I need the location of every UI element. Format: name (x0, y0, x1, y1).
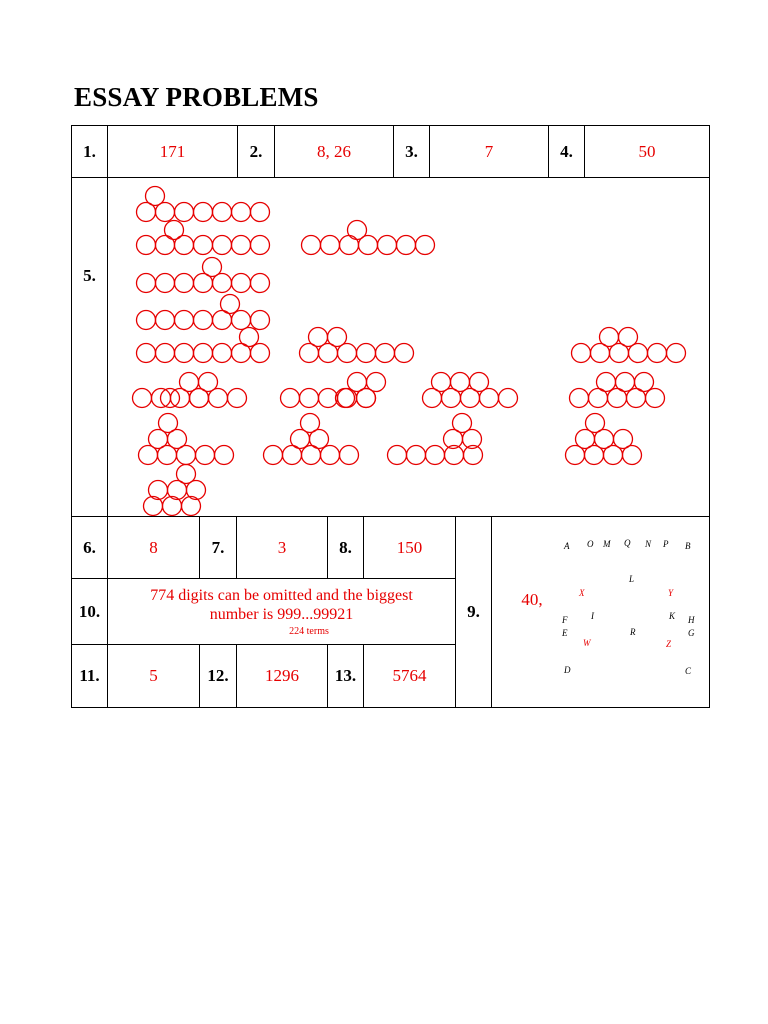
figure-circle (264, 446, 283, 465)
figure-circle (190, 389, 209, 408)
figure-circle (597, 373, 616, 392)
problem-10-number: 10. (78, 601, 101, 621)
figure-circle (137, 274, 156, 293)
figure-circle (407, 446, 426, 465)
figure-circle (336, 389, 355, 408)
problem-10-line-1: 774 digits can be omitted and the biggest (150, 586, 413, 604)
figure-circle (291, 430, 310, 449)
figure-circle (215, 446, 234, 465)
problem-12-number: 12. (207, 666, 229, 685)
figure-circle (194, 311, 213, 330)
figure-letter-r: R (630, 627, 636, 637)
figure-circle (137, 236, 156, 255)
figure-circle (149, 481, 168, 500)
figure-circle (156, 236, 175, 255)
figure-circle (416, 236, 435, 255)
figure-circle (281, 389, 300, 408)
figure-letter-g: G (688, 628, 695, 638)
figure-circle (168, 430, 187, 449)
problem-3-number: 3. (405, 141, 418, 161)
figure-circle (175, 203, 194, 222)
figure-letter-i: I (591, 611, 594, 621)
problem-4-answer: 50 (638, 141, 656, 161)
figure-circle (137, 311, 156, 330)
figure-circle (357, 389, 376, 408)
figure-circle (251, 203, 270, 222)
figure-circle (175, 274, 194, 293)
figure-circle (251, 236, 270, 255)
figure-circle (168, 481, 187, 500)
problem-6-answer: 8 (149, 537, 158, 557)
problem-7-answer: 3 (277, 537, 287, 557)
figure-circle (196, 446, 215, 465)
problem-5-number: 5. (83, 265, 96, 285)
figure-circle (137, 344, 156, 363)
figure-letter-l: L (629, 574, 635, 584)
figure-circle (616, 373, 635, 392)
problem-7-number: 7. (211, 537, 225, 557)
figure-circle (499, 389, 518, 408)
figure-circle (619, 328, 638, 347)
figure-circle (357, 344, 376, 363)
figure-circle (328, 328, 347, 347)
figure-circle (251, 344, 270, 363)
figure-letter-d: D (564, 665, 571, 675)
figure-circle (187, 481, 206, 500)
figure-letter-b: B (685, 541, 691, 551)
problem-3-answer: 7 (484, 141, 494, 161)
figure-circle (388, 446, 407, 465)
figure-circle (232, 311, 251, 330)
figure-circle (470, 373, 489, 392)
problem-11-number: 11. (79, 666, 100, 685)
problem-1-number: 1. (83, 141, 96, 161)
figure-circle (240, 328, 259, 347)
figure-circle (156, 311, 175, 330)
figure-circle (432, 373, 451, 392)
figure-letter-k: K (669, 611, 676, 621)
figure-letter-y: Y (668, 588, 674, 598)
figure-circle (194, 203, 213, 222)
figure-circle (321, 446, 340, 465)
problem-8-answer: 150 (396, 537, 423, 557)
problem-9-answer: 40, (521, 590, 543, 609)
figure-circle (600, 328, 619, 347)
figure-letter-h: H (688, 615, 695, 625)
problem-2-answer: 8, 26 (317, 141, 351, 161)
figure-circle (648, 344, 667, 363)
figure-circle (213, 344, 232, 363)
figure-circle (576, 430, 595, 449)
figure-circle (232, 203, 251, 222)
problem-11-answer: 5 (149, 666, 158, 685)
figure-letter-e: E (562, 628, 568, 638)
figure-circle (156, 344, 175, 363)
figure-letter-m: M (603, 539, 611, 549)
figure-circle (646, 389, 665, 408)
problem-5-circle-figures (133, 187, 686, 516)
figure-circle (232, 274, 251, 293)
figure-circle (156, 274, 175, 293)
figure-circle (340, 236, 359, 255)
figure-letter-x: X (579, 588, 585, 598)
problem-2-number: 2. (249, 141, 263, 161)
figure-circle (300, 389, 319, 408)
figure-circle (194, 344, 213, 363)
figure-letter-c: C (685, 666, 692, 676)
figure-letter-a: A (564, 541, 570, 551)
problem-10-line-2: number is 999...99921 (209, 605, 354, 623)
problem-13-answer: 5764 (392, 666, 427, 685)
problem-10-answer (108, 579, 455, 644)
figure-circle (451, 373, 470, 392)
figure-circle (203, 258, 222, 277)
figure-circle (165, 221, 184, 240)
figure-letter-o: O (587, 539, 594, 549)
figure-letter-w: W (583, 638, 591, 648)
figure-circle (614, 430, 633, 449)
figure-circle (595, 430, 614, 449)
figure-letter-z: Z (666, 639, 672, 649)
figure-circle (194, 236, 213, 255)
figure-circle (321, 236, 340, 255)
figure-circle (667, 344, 686, 363)
figure-circle (251, 274, 270, 293)
figure-circle (175, 344, 194, 363)
figure-circle (228, 389, 247, 408)
page-title: ESSAY PROBLEMS (74, 82, 319, 112)
problem-6-number: 6. (83, 537, 96, 557)
figure-circle (378, 236, 397, 255)
figure-circle (221, 295, 240, 314)
figure-circle (175, 311, 194, 330)
problem-1-answer: 171 (159, 141, 186, 161)
figure-circle (251, 311, 270, 330)
figure-circle (572, 344, 591, 363)
figure-circle (319, 389, 338, 408)
figure-circle (309, 328, 328, 347)
problem-12-answer: 1296 (265, 666, 299, 685)
figure-circle (426, 446, 445, 465)
figure-circle (133, 389, 152, 408)
figure-letter-n: N (645, 539, 652, 549)
figure-circle (213, 236, 232, 255)
problem-9-number: 9. (467, 602, 480, 621)
problem-10-note: 224 terms (289, 625, 329, 637)
figure-circle (397, 236, 416, 255)
figure-circle (213, 203, 232, 222)
figure-circle (340, 446, 359, 465)
figure-circle (570, 389, 589, 408)
figure-circle (146, 187, 165, 206)
problem-8-number: 8. (339, 537, 352, 557)
figure-letter-q: Q (624, 538, 631, 548)
figure-letter-f: F (562, 615, 568, 625)
figure-circle (302, 236, 321, 255)
figure-circle (635, 373, 654, 392)
problem-13-number: 13. (334, 666, 357, 685)
figure-circle (149, 430, 168, 449)
problem-4-number: 4. (560, 141, 573, 161)
figure-circle (376, 344, 395, 363)
figure-circle (395, 344, 414, 363)
figure-circle (348, 221, 367, 240)
figure-circle (232, 236, 251, 255)
figure-letter-p: P (663, 539, 669, 549)
figure-circle (310, 430, 329, 449)
